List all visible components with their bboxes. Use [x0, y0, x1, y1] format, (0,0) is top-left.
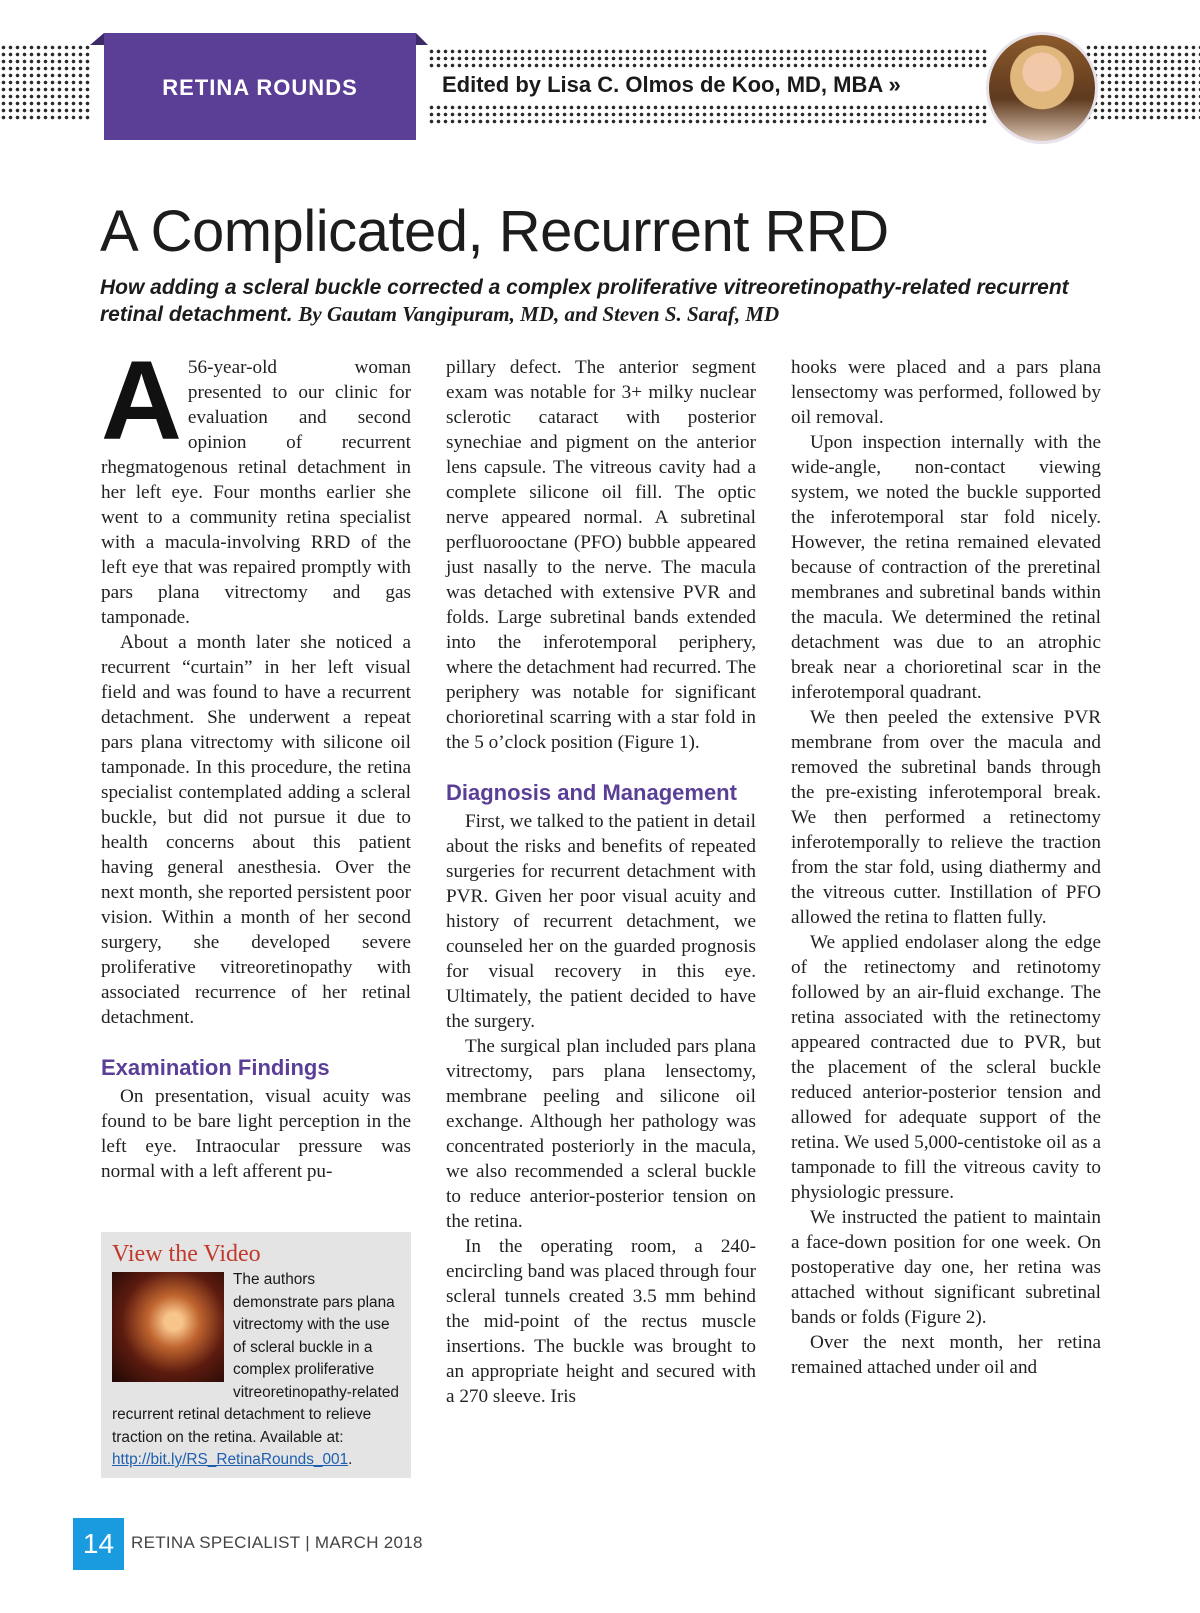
paragraph: [101, 338, 411, 630]
video-sidebar: [101, 1232, 411, 1478]
sidebar-period: .: [348, 1451, 353, 1468]
section-label: RETINA ROUNDS: [162, 75, 358, 100]
paragraph-continued: pillary defect. The anterior segment exam was notable for 3+ milky nuclear sclerotic cataract with posterior synechiae and pigment on the anterior lens capsule. The vitreous cavity had a complete silicone oil fill. The optic nerve appeared normal. A subretinal perfluorooctane (PFO) bubble appeared just nasally to the nerve. The macula was detached with extensive PVR and folds. Large subretinal bands extended into the inferotemporal periphery, where the detachment had recurred. The periphery was notable for significant chorioretinal scarring with a star fold in the 5 o’clock position (Figure 1).: [446, 357, 756, 753]
paragraph: Upon inspection internally with the wide-angle, non-contact viewing system, we noted the buckle supported the inferotemporal star fold nicely. However, the retina remained elevated because of contraction of the preretinal membranes and subretinal bands within the macula. We determined the retinal detachment was due to an atrophic break near a chorioretinal scar in the inferotemporal quadrant.: [791, 432, 1101, 703]
editor-avatar: [986, 32, 1098, 144]
section-heading-diagnosis: Diagnosis and Management: [446, 780, 737, 805]
paragraph: In the operating room, a 240-encircling band was placed through four scleral tunnels created 3.5 mm behind the mid-point of the rectus muscle insertions. The buckle was brought to an appropriate height and secured with a 270 sleeve. Iris: [446, 1236, 756, 1407]
paragraph-continued: hooks were placed and a pars plana lensectomy was performed, followed by oil removal.: [791, 357, 1101, 428]
header-dot-pattern-left: [0, 44, 92, 122]
paragraph: Over the next month, her retina remained attached under oil and: [791, 1332, 1101, 1378]
paragraph: We then peeled the extensive PVR membrane from over the macula and removed the subretinal bands through the pre-existing inferotemporal break. We then performed a retinectomy inferotemporally to relieve the traction from the star fold, using diathermy and the vitreous cutter. Instillation of PFO allowed the retina to flatten fully.: [791, 707, 1101, 928]
publication-footer: RETINA SPECIALIST | MARCH 2018: [131, 1533, 423, 1552]
drop-cap: A: [101, 338, 182, 463]
deck-text: How adding a scleral buckle corrected a complex proliferative vitreoretinopathy-related recurrent retinal detachment.: [100, 276, 1069, 326]
byline: By Gautam Vangipuram, MD, and Steven S. Saraf, MD: [298, 302, 780, 326]
header-dot-pattern-right: [1085, 44, 1200, 122]
header-dot-pattern-bottom: [428, 104, 988, 126]
video-link[interactable]: http://bit.ly/RS_RetinaRounds_001: [112, 1451, 349, 1468]
article-deck: [100, 274, 1110, 328]
column-2: [446, 355, 756, 1409]
video-thumbnail[interactable]: [112, 1272, 224, 1382]
page-number: 14: [73, 1518, 124, 1570]
paragraph-text: 56-year-old woman presented to our clinic for evaluation and second opinion of recurrent rhegmatogenous retinal detachment in her left eye. Four months earlier she went to a community retina specialist with a macula-involving RRD of the left eye that was repaired promptly with pars plana vitrectomy and gas tamponade.: [101, 357, 411, 628]
section-heading-examination: Examination Findings: [101, 1055, 330, 1080]
paragraph: First, we talked to the patient in detail about the risks and benefits of repeated surgeries for recurrent detachment with PVR. Given her poor visual acuity and history of recurrent detachment, we counseled her on the guarded prognosis for visual recovery in this eye. Ultimately, the patient decided to have the surgery.: [446, 811, 756, 1032]
column-1: [101, 338, 411, 1184]
sidebar-heading: View the Video: [112, 1241, 261, 1267]
paragraph: The surgical plan included pars plana vitrectomy, pars plana lensectomy, membrane peeling and silicone oil exchange. Although her pathology was concentrated posteriorly in the macula, we also recommended a scleral buckle to reduce anterior-posterior tension on the retina.: [446, 1036, 756, 1232]
paragraph: On presentation, visual acuity was found to be bare light perception in the left eye. Intraocular pressure was normal with a left afferent pu-: [101, 1086, 411, 1182]
sidebar-text: The authors demonstrate pars plana vitrectomy with the use of scleral buckle in a complex proliferative vitreoretinopathy-related recurrent retinal detachment to relieve traction on the retina. Available at:: [112, 1271, 399, 1446]
paragraph: We instructed the patient to maintain a face-down position for one week. On postoperative day one, her retina was attached without significant subretinal bands or folds (Figure 2).: [791, 1207, 1101, 1328]
editor-credit: Edited by Lisa C. Olmos de Koo, MD, MBA »: [436, 72, 907, 98]
header-dot-pattern-top: [428, 48, 988, 70]
paragraph: About a month later she noticed a recurrent “curtain” in her left visual field and was found to have a recurrent detachment. She underwent a repeat pars plana vitrectomy with silicone oil tamponade. In this procedure, the retina specialist contemplated adding a scleral buckle, but did not pursue it due to health concerns about this patient having general anesthesia. Over the next month, she reported persistent poor vision. Within a month of her second surgery, she developed severe proliferative vitreoretinopathy with associated recurrence of her retinal detachment.: [101, 632, 411, 1028]
paragraph: We applied endolaser along the edge of the retinectomy and retinotomy followed by an air-fluid exchange. The retina associated with the retinectomy appeared contracted due to PVR, but the placement of the scleral buckle reduced anterior-posterior tension and allowed for adequate support of the retina. We used 5,000-centistoke oil as a tamponade to fill the vitreous cavity to physiologic pressure.: [791, 932, 1101, 1203]
section-tab: [104, 33, 416, 140]
column-3: [791, 355, 1101, 1380]
article-title: A Complicated, Recurrent RRD: [100, 199, 889, 264]
